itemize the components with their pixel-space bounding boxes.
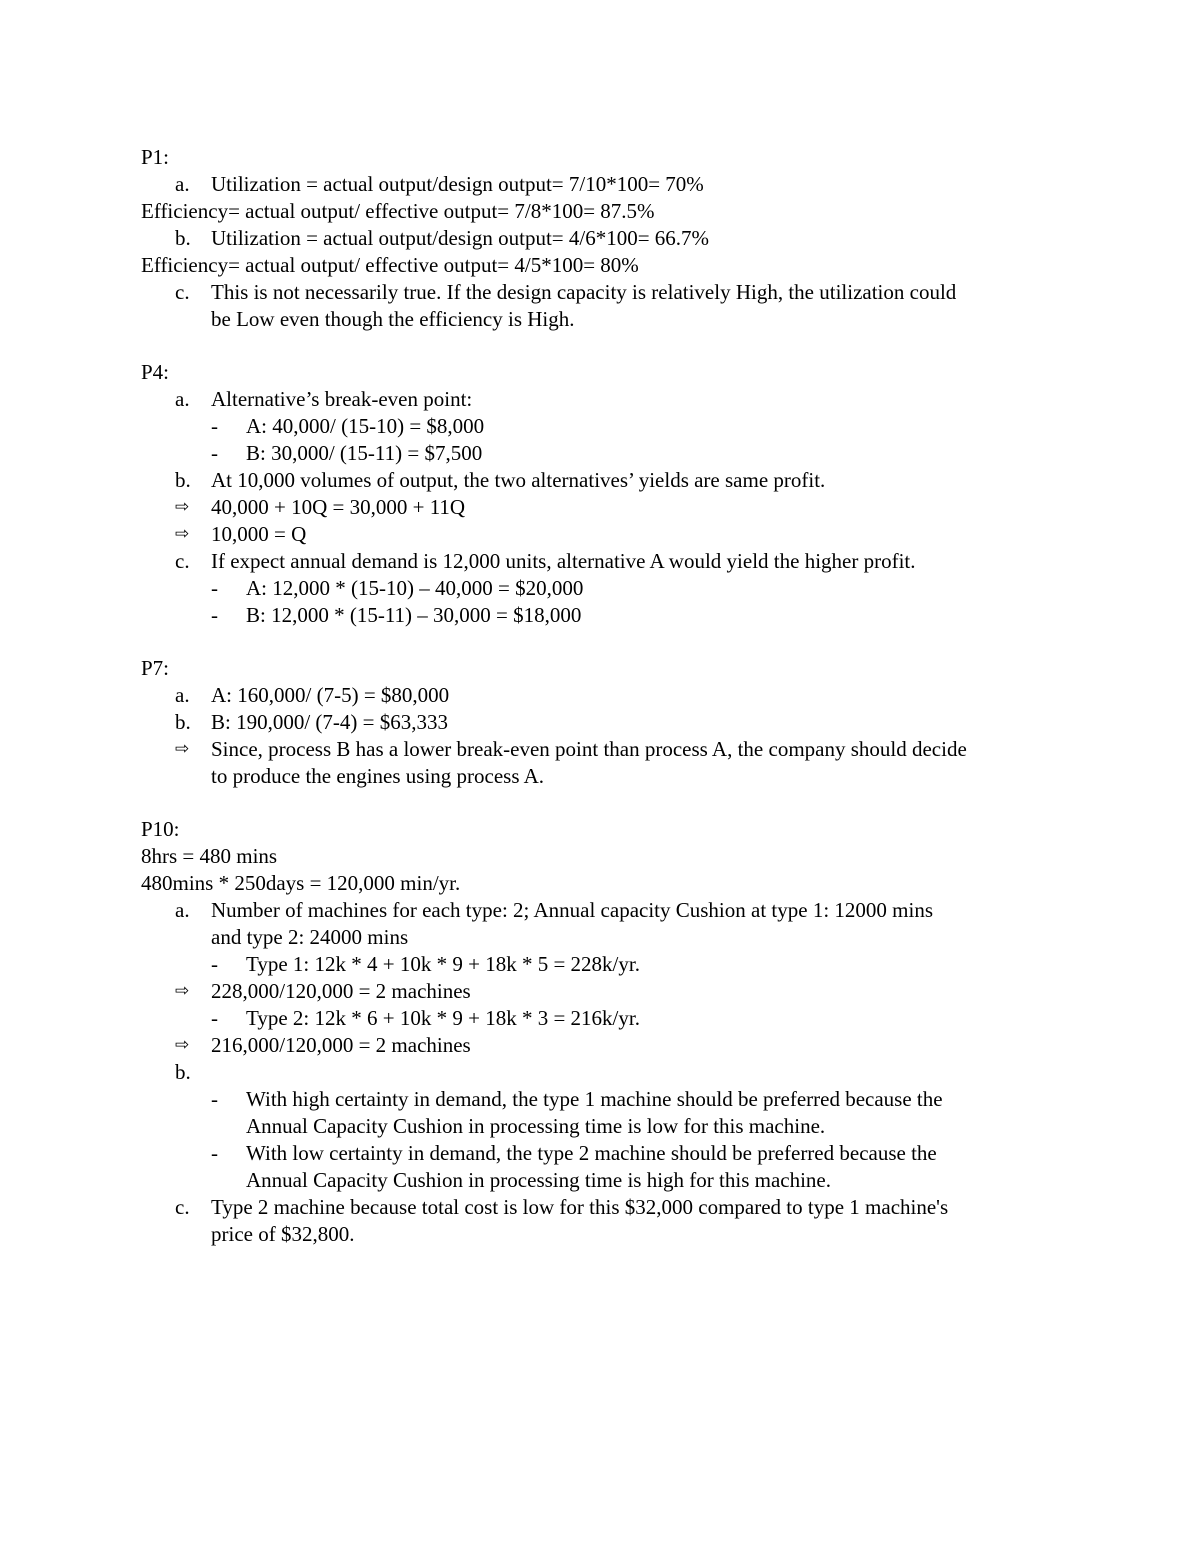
- dash-item-continuation: [141, 1167, 1081, 1194]
- list-text: Alternative’s break-even point:: [211, 387, 473, 411]
- dash-text: With high certainty in demand, the type 1 machine should be preferred because the: [246, 1087, 943, 1111]
- dash-marker: -: [211, 1087, 218, 1111]
- heading-text: P7:: [141, 656, 170, 680]
- list-item-continuation: [141, 306, 1081, 333]
- section-heading-p1: [141, 144, 1081, 171]
- list-marker: c.: [175, 1195, 190, 1219]
- arrow-text: Since, process B has a lower break-even point than process A, the company should decide: [211, 737, 967, 761]
- list-text: This is not necessarily true. If the design capacity is relatively High, the utilization could: [211, 280, 957, 304]
- list-item-continuation: [141, 1221, 1081, 1248]
- paragraph-text: 8hrs = 480 mins: [141, 844, 278, 868]
- dash-text: A: 12,000 * (15-10) – 40,000 = $20,000: [246, 576, 584, 600]
- paragraph-line: [141, 870, 1081, 897]
- paragraph-line: [141, 843, 1081, 870]
- heading-text: P4:: [141, 360, 170, 384]
- dash-item: [141, 1140, 1081, 1167]
- list-item: [141, 1194, 1081, 1221]
- arrow-item: [141, 978, 1081, 1005]
- arrow-icon: ⇨: [175, 739, 190, 759]
- dash-text: Type 1: 12k * 4 + 10k * 9 + 18k * 5 = 228k/yr.: [246, 952, 640, 976]
- dash-text: Type 2: 12k * 6 + 10k * 9 + 18k * 3 = 216k/yr.: [246, 1006, 640, 1030]
- list-marker: a.: [175, 172, 190, 196]
- arrow-item: [141, 521, 1081, 548]
- section-heading-p4: [141, 359, 1081, 386]
- dash-text: With low certainty in demand, the type 2 machine should be preferred because the: [246, 1141, 937, 1165]
- list-item: [141, 1059, 1081, 1086]
- dash-item: [141, 602, 1081, 629]
- heading-text: P10:: [141, 817, 180, 841]
- arrow-item-continuation: [141, 763, 1081, 790]
- list-marker: b.: [175, 226, 191, 250]
- list-item: [141, 279, 1081, 306]
- paragraph-text: 480mins * 250days = 120,000 min/yr.: [141, 871, 461, 895]
- list-marker: a.: [175, 683, 190, 707]
- list-item: [141, 225, 1081, 252]
- list-marker: c.: [175, 280, 190, 304]
- arrow-text: to produce the engines using process A.: [211, 764, 545, 788]
- list-item: [141, 386, 1081, 413]
- list-text: be Low even though the efficiency is High.: [211, 307, 575, 331]
- dash-marker: -: [211, 414, 218, 438]
- list-marker: b.: [175, 1060, 191, 1084]
- dash-marker: -: [211, 576, 218, 600]
- arrow-item: [141, 1032, 1081, 1059]
- arrow-item: [141, 494, 1081, 521]
- list-marker: b.: [175, 468, 191, 492]
- list-marker: a.: [175, 387, 190, 411]
- paragraph-line: [141, 198, 1081, 225]
- list-item: [141, 682, 1081, 709]
- dash-item: [141, 575, 1081, 602]
- dash-marker: -: [211, 1141, 218, 1165]
- arrow-text: 40,000 + 10Q = 30,000 + 11Q: [211, 495, 466, 519]
- arrow-text: 10,000 = Q: [211, 522, 307, 546]
- arrow-icon: ⇨: [175, 497, 190, 517]
- dash-item: [141, 951, 1081, 978]
- list-marker: b.: [175, 710, 191, 734]
- dash-text: A: 40,000/ (15-10) = $8,000: [246, 414, 485, 438]
- arrow-icon: ⇨: [175, 981, 190, 1001]
- dash-marker: -: [211, 603, 218, 627]
- arrow-icon: ⇨: [175, 524, 190, 544]
- section-heading-p10: [141, 816, 1081, 843]
- arrow-text: 228,000/120,000 = 2 machines: [211, 979, 471, 1003]
- paragraph-line: [141, 252, 1081, 279]
- paragraph-text: Efficiency= actual output/ effective output= 7/8*100= 87.5%: [141, 199, 655, 223]
- list-text: B: 190,000/ (7-4) = $63,333: [211, 710, 448, 734]
- section-heading-p7: [141, 655, 1081, 682]
- document-body: [141, 144, 1081, 1248]
- list-text: Number of machines for each type: 2; Annual capacity Cushion at type 1: 12000 mins: [211, 898, 933, 922]
- list-text: If expect annual demand is 12,000 units, alternative A would yield the higher profit.: [211, 549, 916, 573]
- dash-text: B: 30,000/ (15-11) = $7,500: [246, 441, 483, 465]
- list-item: [141, 467, 1081, 494]
- dash-item: [141, 413, 1081, 440]
- dash-marker: -: [211, 441, 218, 465]
- list-item-continuation: [141, 924, 1081, 951]
- arrow-item: [141, 736, 1081, 763]
- list-text: Utilization = actual output/design output= 7/10*100= 70%: [211, 172, 704, 196]
- dash-text: B: 12,000 * (15-11) – 30,000 = $18,000: [246, 603, 582, 627]
- dash-text: Annual Capacity Cushion in processing time is low for this machine.: [246, 1114, 826, 1138]
- paragraph-text: Efficiency= actual output/ effective output= 4/5*100= 80%: [141, 253, 639, 277]
- list-marker: a.: [175, 898, 190, 922]
- arrow-text: 216,000/120,000 = 2 machines: [211, 1033, 471, 1057]
- list-item: [141, 548, 1081, 575]
- dash-item: [141, 1005, 1081, 1032]
- list-text: and type 2: 24000 mins: [211, 925, 409, 949]
- heading-text: P1:: [141, 145, 170, 169]
- list-text: price of $32,800.: [211, 1222, 355, 1246]
- list-text: A: 160,000/ (7-5) = $80,000: [211, 683, 450, 707]
- dash-item: [141, 440, 1081, 467]
- list-text: Type 2 machine because total cost is low for this $32,000 compared to type 1 machine's: [211, 1195, 949, 1219]
- list-text: At 10,000 volumes of output, the two alternatives’ yields are same profit.: [211, 468, 826, 492]
- list-item: [141, 171, 1081, 198]
- list-marker: c.: [175, 549, 190, 573]
- dash-text: Annual Capacity Cushion in processing time is high for this machine.: [246, 1168, 831, 1192]
- dash-item-continuation: [141, 1113, 1081, 1140]
- list-item: [141, 897, 1081, 924]
- dash-marker: -: [211, 1006, 218, 1030]
- dash-marker: -: [211, 952, 218, 976]
- dash-item: [141, 1086, 1081, 1113]
- list-item: [141, 709, 1081, 736]
- list-text: Utilization = actual output/design output= 4/6*100= 66.7%: [211, 226, 710, 250]
- arrow-icon: ⇨: [175, 1035, 190, 1055]
